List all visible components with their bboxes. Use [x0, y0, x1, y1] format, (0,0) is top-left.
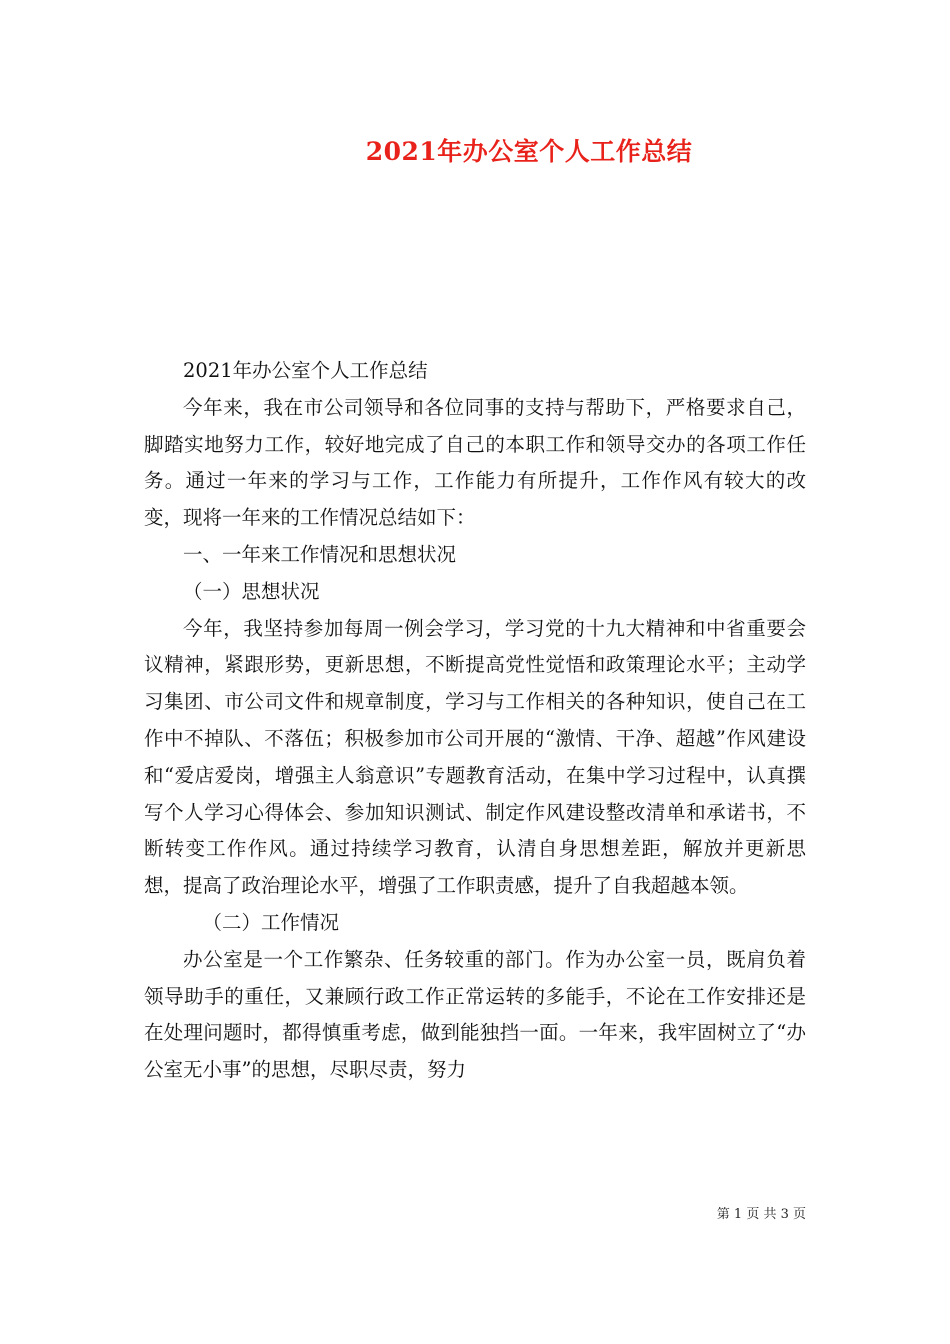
subsection-heading-work: （二）工作情况	[202, 910, 340, 934]
subsection-heading-thought: （一）思想状况	[183, 579, 320, 603]
thought-paragraph: 今年，我坚持参加每周一例会学习，学习党的十九大精神和中省重要会议精神，紧跟形势，更新思想，不断提高党性觉悟和政策理论水平；主动学习集团、市公司文件和规章制度，学习与工作相关的各种知识，使自己在工作中不掉队、不落伍；积极参加市公司开展的“激情、干净、超越”作风建设和“爱店爱岗，增强主人翁意识”专题教育活动，在集中学习过程中，认真撰写个人学习心得体会、参加知识测试、制定作风建设整改清单和承诺书，不断转变工作作风。通过持续学习教育，认清自身思想差距，解放并更新思想，提高了政治理论水平，增强了工作职责感，提升了自我超越本领。	[144, 616, 806, 898]
intro-paragraph: 今年来，我在市公司领导和各位同事的支持与帮助下，严格要求自己，脚踏实地努力工作，较好地完成了自己的本职工作和领导交办的各项工作任务。通过一年来的学习与工作，工作能力有所提升，工作作风有较大的改变，现将一年来的工作情况总结如下：	[144, 395, 806, 530]
document-title: 2021年办公室个人工作总结	[365, 137, 693, 166]
page-number: 第 1 页 共 3 页	[716, 1207, 806, 1222]
subtitle-paragraph: 2021年办公室个人工作总结	[183, 359, 428, 382]
section-heading: 一、一年来工作情况和思想状况	[183, 542, 457, 566]
document-body	[144, 353, 806, 1089]
work-paragraph: 办公室是一个工作繁杂、任务较重的部门。作为办公室一员，既肩负着领导助手的重任，又兼顾行政工作正常运转的多能手，不论在工作安排还是在处理问题时，都得慎重考虑，做到能独挡一面。一年来，我牢固树立了“办公室无小事”的思想，尽职尽责，努力	[144, 947, 806, 1082]
